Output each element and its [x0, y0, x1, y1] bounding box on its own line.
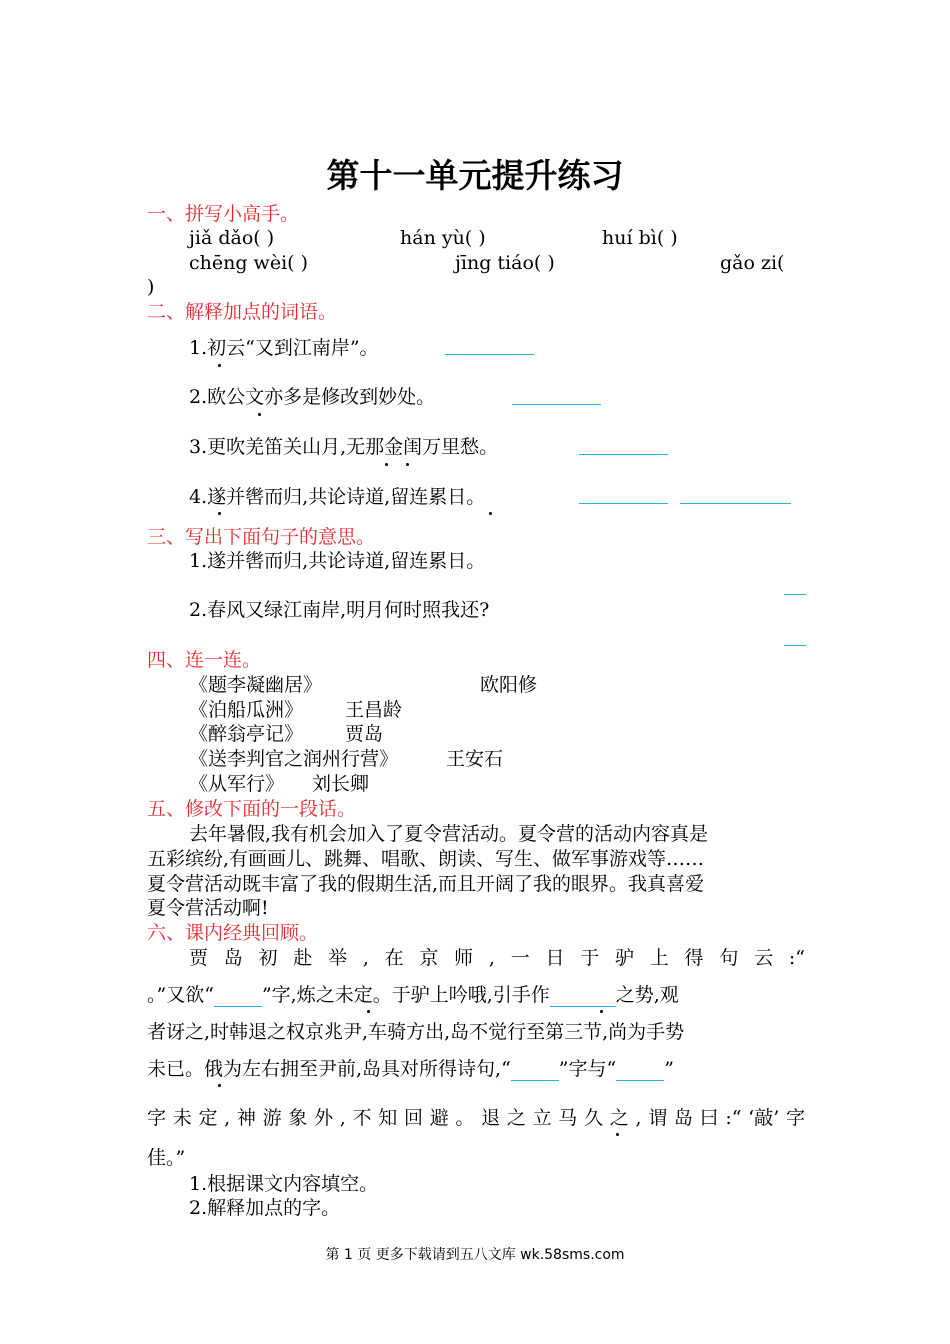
answer-blank[interactable] — [550, 988, 616, 1007]
classic-text-char: , — [339, 1107, 346, 1129]
classic-text-char: 谓 — [648, 1107, 668, 1129]
author-name: 刘长卿 — [312, 773, 370, 795]
answer-blank[interactable] — [616, 1062, 664, 1081]
classic-text-char: 回 — [403, 1107, 423, 1129]
answer-blank[interactable] — [579, 454, 668, 455]
page-title: 第十一单元提升练习 — [326, 156, 624, 195]
classic-text-char: 举 — [328, 947, 348, 969]
classic-text-char: 初 — [258, 947, 278, 969]
classic-text-char: 不 — [352, 1107, 372, 1129]
classic-text-char: 句 — [719, 947, 739, 969]
classic-text-line — [147, 1057, 674, 1081]
classic-text-char: 上 — [649, 947, 669, 969]
work-title: 《题李凝幽居》 — [189, 674, 323, 696]
classic-text-char: 。 — [455, 1107, 475, 1129]
classic-text-char: :“ — [725, 1107, 742, 1129]
question-item: 1.根据课文内容填空。 — [189, 1173, 379, 1195]
pinyin-close-paren: ) — [147, 276, 155, 298]
word-item: 4.遂并辔而归,共论诗道,留连累日。 — [189, 486, 486, 508]
work-title: 《醉翁亭记》 — [189, 723, 304, 745]
pinyin-item: hán yù( ) — [400, 227, 486, 249]
answer-blank[interactable] — [784, 645, 806, 646]
classic-text-segment: ”字与“ — [558, 1058, 617, 1080]
classic-text-line — [147, 983, 679, 1007]
classic-text-char: 岛 — [223, 947, 243, 969]
classic-text-line — [189, 946, 805, 970]
classic-text-char: 赴 — [293, 947, 313, 969]
author-name: 王昌龄 — [345, 699, 403, 721]
word-item: 1.初云“又到江南岸”。 — [189, 337, 379, 359]
emphasis-dot — [218, 1084, 221, 1087]
emphasis-dot — [489, 512, 492, 515]
answer-blank[interactable] — [512, 404, 601, 405]
classic-text-char: 贾 — [189, 947, 209, 969]
classic-text-char: 立 — [532, 1107, 552, 1129]
paragraph-line: 五彩缤纷,有画画儿、跳舞、唱歌、朗读、写生、做军事游戏等…… — [147, 848, 705, 870]
answer-blank[interactable] — [511, 1062, 559, 1081]
classic-text-char: , — [635, 1107, 642, 1129]
classic-text-char: 知 — [378, 1107, 398, 1129]
question-item: 2.解释加点的字。 — [189, 1197, 341, 1219]
answer-blank[interactable] — [680, 503, 791, 504]
classic-text-char: 象 — [288, 1107, 308, 1129]
classic-text-segment: ”字,炼之未定。于驴上吟哦,引手作 — [261, 984, 550, 1006]
emphasis-dot — [406, 463, 409, 466]
classic-text-char: 久 — [584, 1107, 604, 1129]
answer-blank[interactable] — [784, 594, 806, 595]
section-4-heading: 四、连一连。 — [147, 649, 262, 671]
work-title: 《从军行》 — [189, 773, 285, 795]
pinyin-item: chēng wèi( ) — [189, 252, 309, 274]
pinyin-item: jīng tiáo( ) — [455, 252, 555, 274]
classic-text-char: 避 — [429, 1107, 449, 1129]
classic-text-char: 在 — [384, 947, 404, 969]
pinyin-item: jiǎ dǎo( ) — [189, 227, 275, 249]
classic-text-char: 定 — [198, 1107, 218, 1129]
emphasis-dot — [218, 364, 221, 367]
classic-text-segment: 未已。俄为左右拥至尹前,岛具对所得诗句,“ — [147, 1058, 511, 1080]
classic-text-char: 得 — [684, 947, 704, 969]
classic-text-char: 字 — [147, 1107, 167, 1129]
emphasis-dot — [600, 1010, 603, 1013]
answer-blank[interactable] — [579, 503, 668, 504]
work-title: 《送李判官之润州行营》 — [189, 748, 399, 770]
section-3-heading: 三、写出下面句子的意思。 — [147, 526, 376, 548]
emphasis-dot — [385, 463, 388, 466]
author-name: 欧阳修 — [480, 674, 538, 696]
classic-text-char: 一 — [510, 947, 530, 969]
classic-text-segment: 之势,观 — [615, 984, 679, 1006]
page-footer: 第 1 页 更多下载请到五八文库 wk.58sms.com — [325, 1247, 625, 1263]
emphasis-dot — [258, 413, 261, 416]
classic-text-char: :“ — [788, 947, 805, 969]
classic-text-segment: ” — [664, 1058, 674, 1080]
classic-text-char: 师 — [454, 947, 474, 969]
classic-text-char: 曰 — [699, 1107, 719, 1129]
classic-text-char: 岛 — [673, 1107, 693, 1129]
word-item: 3.更吹羌笛关山月,无那金闺万里愁。 — [189, 436, 499, 458]
classic-text-char: 神 — [236, 1107, 256, 1129]
work-title: 《泊船瓜洲》 — [189, 699, 304, 721]
classic-text-char: 外 — [314, 1107, 334, 1129]
author-name: 贾岛 — [345, 723, 384, 745]
answer-blank[interactable] — [214, 988, 262, 1007]
classic-text-char: 马 — [558, 1107, 578, 1129]
classic-text-char: 游 — [262, 1107, 282, 1129]
classic-text-char: 退 — [481, 1107, 501, 1129]
emphasis-dot — [616, 1133, 619, 1136]
classic-text-char: 云 — [754, 947, 774, 969]
classic-text-char: ‘敲’ — [748, 1107, 780, 1129]
classic-text-line: 佳。” — [147, 1147, 186, 1169]
classic-text-char: 之 — [609, 1107, 629, 1129]
sentence-item: 1.遂并辔而归,共论诗道,留连累日。 — [189, 550, 486, 572]
classic-text-char: , — [224, 1107, 231, 1129]
classic-text-line — [147, 1106, 805, 1130]
paragraph-line: 夏令营活动既丰富了我的假期生活,而且开阔了我的眼界。我真喜爱 — [147, 873, 705, 895]
classic-text-char: 之 — [506, 1107, 526, 1129]
sentence-item: 2.春风又绿江南岸,明月何时照我还? — [189, 599, 490, 621]
classic-text-char: 字 — [785, 1107, 805, 1129]
word-item: 2.欧公文亦多是修改到妙处。 — [189, 386, 436, 408]
emphasis-dot — [218, 512, 221, 515]
pinyin-item: gǎo zi( — [720, 252, 785, 274]
classic-text-char: 于 — [580, 947, 600, 969]
classic-text-char: 京 — [419, 947, 439, 969]
classic-text-char: 日 — [545, 947, 565, 969]
classic-text-line: 者讶之,时韩退之权京兆尹,车骑方出,岛不觉行至第三节,尚为手势 — [147, 1021, 685, 1043]
classic-text-char: , — [362, 947, 369, 969]
answer-blank[interactable] — [445, 354, 534, 355]
section-1-heading: 一、拼写小高手。 — [147, 203, 300, 225]
section-5-heading: 五、修改下面的一段话。 — [147, 798, 357, 820]
pinyin-item: huí bì( ) — [602, 227, 678, 249]
paragraph-line: 去年暑假,我有机会加入了夏令营活动。夏令营的活动内容真是 — [189, 823, 709, 845]
classic-text-segment: 。”又欲“ — [147, 984, 214, 1006]
classic-text-char: 驴 — [615, 947, 635, 969]
paragraph-line: 夏令营活动啊! — [147, 897, 269, 919]
emphasis-dot — [367, 1010, 370, 1013]
section-6-heading: 六、课内经典回顾。 — [147, 922, 319, 944]
author-name: 王安石 — [446, 748, 504, 770]
section-2-heading: 二、解释加点的词语。 — [147, 301, 338, 323]
classic-text-char: , — [488, 947, 495, 969]
classic-text-char: 未 — [172, 1107, 192, 1129]
